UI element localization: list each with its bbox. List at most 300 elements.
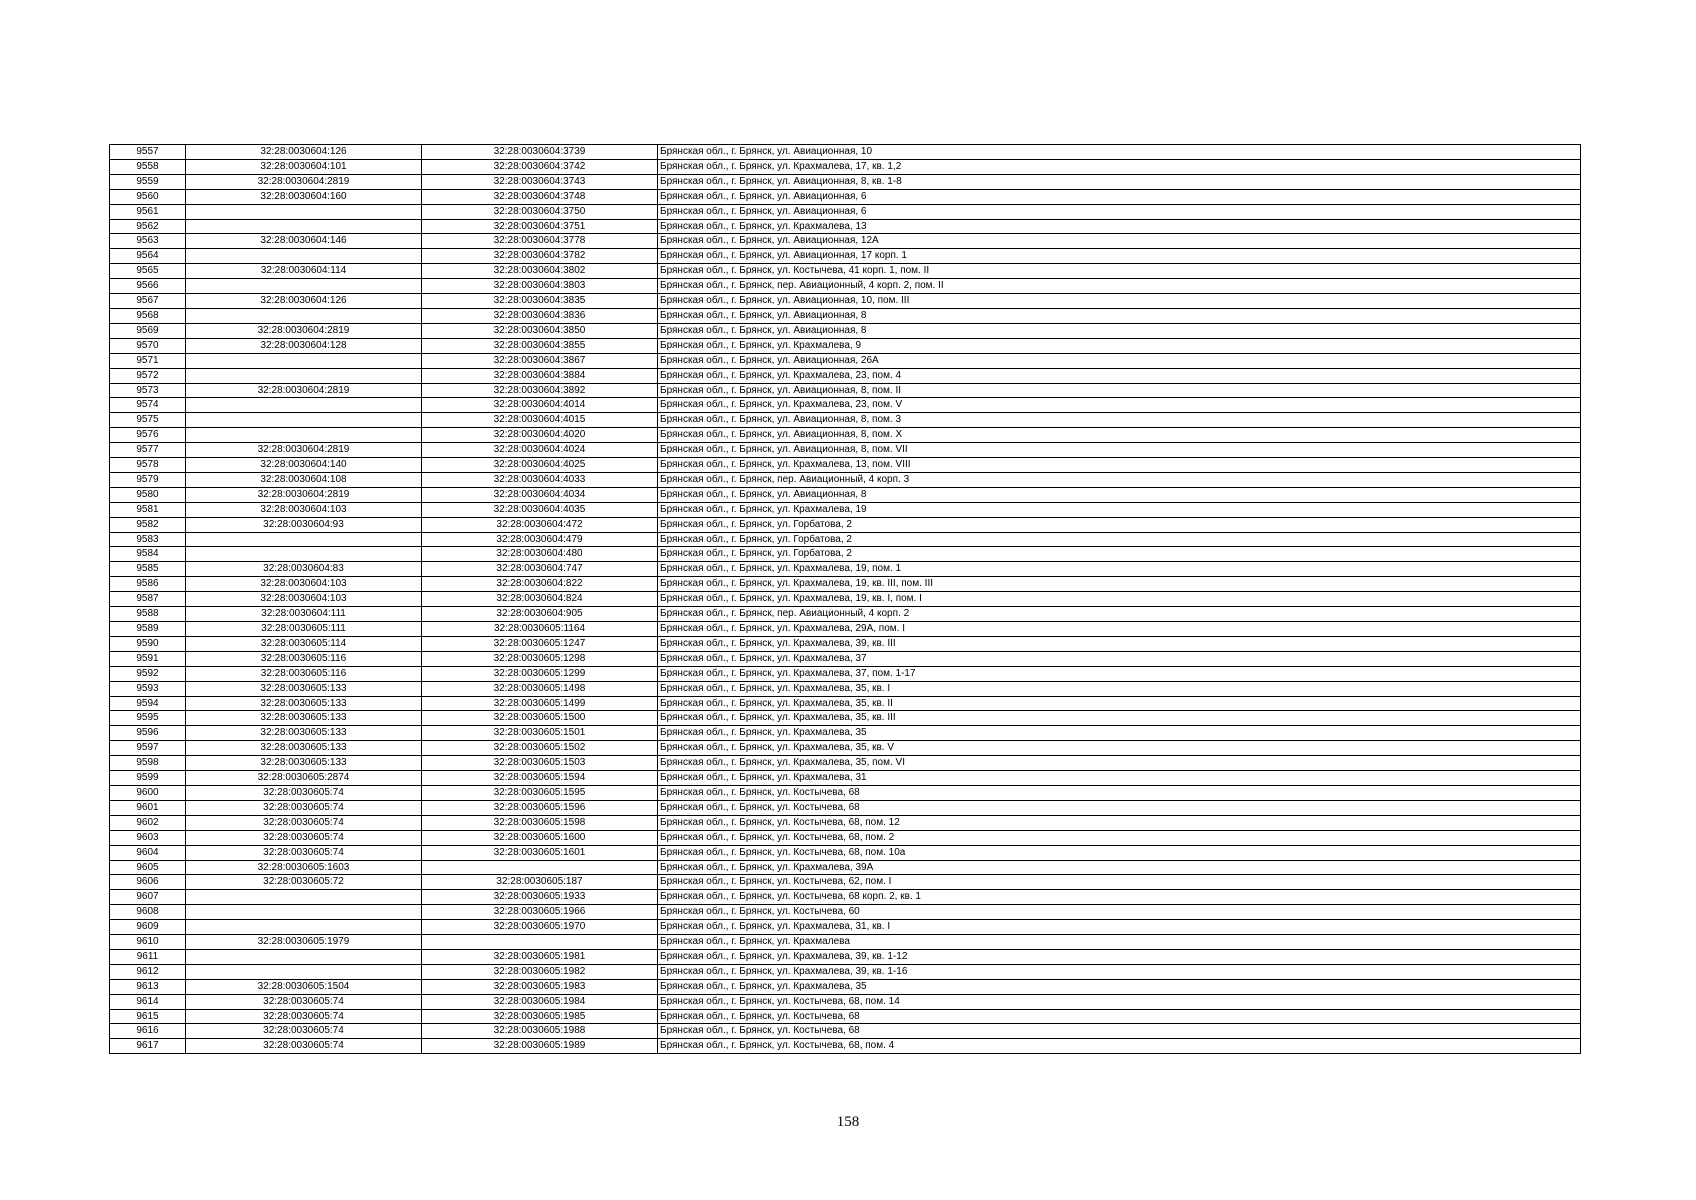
cadastral-number-cell: 32:28:0030605:1502	[422, 741, 658, 756]
address-cell: Брянская обл., г. Брянск, пер. Авиационный, 4 корп. 2, пом. II	[658, 279, 1581, 294]
row-number-cell: 9565	[110, 264, 186, 279]
address-cell: Брянская обл., г. Брянск, ул. Крахмалева, 35	[658, 979, 1581, 994]
address-cell: Брянская обл., г. Брянск, ул. Крахмалева, 13, пом. VIII	[658, 458, 1581, 473]
table-row	[110, 756, 1581, 771]
table-row	[110, 741, 1581, 756]
cadastral-number-cell: 32:28:0030605:1596	[422, 800, 658, 815]
cadastral-number-cell: 32:28:0030605:1983	[422, 979, 658, 994]
table-row	[110, 323, 1581, 338]
table-row	[110, 666, 1581, 681]
table-row	[110, 785, 1581, 800]
cadastral-number-cell: 32:28:0030604:4034	[422, 487, 658, 502]
table-row	[110, 517, 1581, 532]
address-cell: Брянская обл., г. Брянск, ул. Авиационная, 10	[658, 145, 1581, 160]
address-cell: Брянская обл., г. Брянск, ул. Авиационная, 6	[658, 204, 1581, 219]
parent-cadastral-number-cell	[186, 353, 422, 368]
cadastral-number-cell: 32:28:0030605:1499	[422, 696, 658, 711]
table-row	[110, 920, 1581, 935]
address-cell: Брянская обл., г. Брянск, ул. Авиационная, 26А	[658, 353, 1581, 368]
cadastral-number-cell: 32:28:0030604:4015	[422, 413, 658, 428]
address-cell: Брянская обл., г. Брянск, ул. Авиационная, 8, пом. X	[658, 428, 1581, 443]
cadastral-number-cell: 32:28:0030604:3836	[422, 308, 658, 323]
address-cell: Брянская обл., г. Брянск, ул. Крахмалева, 35, кв. III	[658, 711, 1581, 726]
address-cell: Брянская обл., г. Брянск, ул. Крахмалева, 35, кв. V	[658, 741, 1581, 756]
row-number-cell: 9601	[110, 800, 186, 815]
row-number-cell: 9585	[110, 562, 186, 577]
cadastral-number-cell: 32:28:0030605:1298	[422, 651, 658, 666]
address-cell: Брянская обл., г. Брянск, ул. Костычева, 68, пом. 12	[658, 815, 1581, 830]
parent-cadastral-number-cell: 32:28:0030605:1504	[186, 979, 422, 994]
row-number-cell: 9600	[110, 785, 186, 800]
table-row	[110, 890, 1581, 905]
cadastral-number-cell: 32:28:0030604:3743	[422, 174, 658, 189]
address-cell: Брянская обл., г. Брянск, ул. Горбатова, 2	[658, 547, 1581, 562]
row-number-cell: 9575	[110, 413, 186, 428]
cadastral-number-cell: 32:28:0030605:1299	[422, 666, 658, 681]
row-number-cell: 9614	[110, 994, 186, 1009]
address-cell: Брянская обл., г. Брянск, ул. Авиационная, 6	[658, 189, 1581, 204]
parent-cadastral-number-cell: 32:28:0030605:111	[186, 622, 422, 637]
parent-cadastral-number-cell: 32:28:0030605:74	[186, 800, 422, 815]
registry-table-body	[110, 145, 1581, 1054]
parent-cadastral-number-cell: 32:28:0030605:133	[186, 741, 422, 756]
cadastral-number-cell: 32:28:0030605:1501	[422, 726, 658, 741]
row-number-cell: 9583	[110, 532, 186, 547]
row-number-cell: 9562	[110, 219, 186, 234]
row-number-cell: 9563	[110, 234, 186, 249]
table-row	[110, 875, 1581, 890]
address-cell: Брянская обл., г. Брянск, ул. Крахмалева, 37, пом. 1-17	[658, 666, 1581, 681]
cadastral-number-cell: 32:28:0030604:3850	[422, 323, 658, 338]
address-cell: Брянская обл., г. Брянск, ул. Авиационная, 10, пом. III	[658, 294, 1581, 309]
parent-cadastral-number-cell: 32:28:0030604:2819	[186, 443, 422, 458]
row-number-cell: 9571	[110, 353, 186, 368]
row-number-cell: 9577	[110, 443, 186, 458]
cadastral-number-cell: 32:28:0030605:1982	[422, 964, 658, 979]
address-cell: Брянская обл., г. Брянск, ул. Крахмалева, 39А	[658, 860, 1581, 875]
parent-cadastral-number-cell: 32:28:0030605:1979	[186, 935, 422, 950]
address-cell: Брянская обл., г. Брянск, ул. Костычева, 68 корп. 2, кв. 1	[658, 890, 1581, 905]
parent-cadastral-number-cell: 32:28:0030604:93	[186, 517, 422, 532]
table-row	[110, 249, 1581, 264]
row-number-cell: 9588	[110, 607, 186, 622]
address-cell: Брянская обл., г. Брянск, ул. Крахмалева, 35, кв. I	[658, 681, 1581, 696]
address-cell: Брянская обл., г. Брянск, ул. Крахмалева, 39, кв. III	[658, 636, 1581, 651]
address-cell: Брянская обл., г. Брянск, ул. Крахмалева, 23, пом. 4	[658, 368, 1581, 383]
cadastral-number-cell: 32:28:0030605:1600	[422, 830, 658, 845]
address-cell: Брянская обл., г. Брянск, ул. Крахмалева, 29А, пом. I	[658, 622, 1581, 637]
cadastral-number-cell: 32:28:0030605:1498	[422, 681, 658, 696]
table-row	[110, 636, 1581, 651]
cadastral-number-cell: 32:28:0030604:905	[422, 607, 658, 622]
cadastral-number-cell: 32:28:0030604:472	[422, 517, 658, 532]
cadastral-number-cell	[422, 860, 658, 875]
parent-cadastral-number-cell: 32:28:0030604:101	[186, 159, 422, 174]
address-cell: Брянская обл., г. Брянск, ул. Авиационная, 8	[658, 487, 1581, 502]
parent-cadastral-number-cell	[186, 949, 422, 964]
table-row	[110, 547, 1581, 562]
table-row	[110, 234, 1581, 249]
table-row	[110, 472, 1581, 487]
row-number-cell: 9604	[110, 845, 186, 860]
address-cell: Брянская обл., г. Брянск, ул. Крахмалева, 39, кв. 1-12	[658, 949, 1581, 964]
row-number-cell: 9606	[110, 875, 186, 890]
address-cell: Брянская обл., г. Брянск, ул. Костычева, 68	[658, 1024, 1581, 1039]
table-row	[110, 994, 1581, 1009]
parent-cadastral-number-cell	[186, 964, 422, 979]
table-row	[110, 845, 1581, 860]
parent-cadastral-number-cell: 32:28:0030605:133	[186, 726, 422, 741]
parent-cadastral-number-cell: 32:28:0030605:133	[186, 711, 422, 726]
parent-cadastral-number-cell: 32:28:0030605:72	[186, 875, 422, 890]
row-number-cell: 9617	[136, 1040, 159, 1052]
cadastral-number-cell: 32:28:0030605:1985	[422, 1009, 658, 1024]
address-cell: Брянская обл., г. Брянск, ул. Горбатова, 2	[658, 517, 1581, 532]
table-row	[110, 189, 1581, 204]
parent-cadastral-number-cell: 32:28:0030605:133	[186, 696, 422, 711]
address-cell: Брянская обл., г. Брянск, ул. Крахмалева, 19, пом. 1	[658, 562, 1581, 577]
row-number-cell: 9559	[110, 174, 186, 189]
table-row	[110, 726, 1581, 741]
parent-cadastral-number-cell	[186, 547, 422, 562]
cadastral-number-cell: 32:28:0030604:3802	[422, 264, 658, 279]
cadastral-number-cell: 32:28:0030604:4014	[422, 398, 658, 413]
table-row	[110, 949, 1581, 964]
row-number-cell: 9611	[110, 949, 186, 964]
address-cell: Брянская обл., г. Брянск, ул. Костычева, 68, пом. 10а	[658, 845, 1581, 860]
parent-cadastral-number-cell	[186, 308, 422, 323]
table-row	[110, 964, 1581, 979]
table-row	[110, 607, 1581, 622]
address-cell: Брянская обл., г. Брянск, ул. Авиационная, 8	[658, 308, 1581, 323]
parent-cadastral-number-cell: 32:28:0030604:140	[186, 458, 422, 473]
cadastral-number-cell: 32:28:0030604:3855	[422, 338, 658, 353]
cadastral-number-cell: 32:28:0030604:3835	[422, 294, 658, 309]
parent-cadastral-number-cell: 32:28:0030604:2819	[186, 174, 422, 189]
parent-cadastral-number-cell: 32:28:0030605:74	[186, 1009, 422, 1024]
address-cell: Брянская обл., г. Брянск, ул. Крахмалева, 35	[658, 726, 1581, 741]
cadastral-number-cell: 32:28:0030605:1988	[422, 1024, 658, 1039]
address-cell: Брянская обл., г. Брянск, ул. Костычева, 68, пом. 14	[658, 994, 1581, 1009]
row-number-cell: 9593	[110, 681, 186, 696]
table-row	[110, 1039, 1581, 1054]
cadastral-number-cell: 32:28:0030604:3884	[422, 368, 658, 383]
row-number-cell: 9574	[110, 398, 186, 413]
table-row	[110, 905, 1581, 920]
table-row	[110, 204, 1581, 219]
parent-cadastral-number-cell	[186, 428, 422, 443]
table-row	[110, 800, 1581, 815]
cadastral-number-cell: 32:28:0030604:4024	[422, 443, 658, 458]
parent-cadastral-number-cell: 32:28:0030605:74	[186, 1024, 422, 1039]
cadastral-number-cell: 32:28:0030604:3778	[422, 234, 658, 249]
parent-cadastral-number-cell	[186, 398, 422, 413]
table-row	[110, 830, 1581, 845]
parent-cadastral-number-cell: 32:28:0030604:2819	[186, 323, 422, 338]
cadastral-number-cell: 32:28:0030605:1989	[422, 1039, 658, 1054]
address-cell: Брянская обл., г. Брянск, ул. Костычева, 62, пом. I	[658, 875, 1581, 890]
cadastral-number-cell: 32:28:0030605:1164	[422, 622, 658, 637]
row-number-cell: 9564	[110, 249, 186, 264]
row-number-cell: 9613	[110, 979, 186, 994]
row-number-cell: 9605	[110, 860, 186, 875]
cadastral-number-cell: 32:28:0030605:1966	[422, 905, 658, 920]
address-cell: Брянская обл., г. Брянск, ул. Крахмалева, 31, кв. I	[658, 920, 1581, 935]
table-row	[110, 458, 1581, 473]
parent-cadastral-number-cell	[186, 249, 422, 264]
parent-cadastral-number-cell: 32:28:0030605:133	[186, 756, 422, 771]
table-row	[110, 279, 1581, 294]
table-row	[110, 771, 1581, 786]
cadastral-number-cell: 32:28:0030605:1933	[422, 890, 658, 905]
cadastral-number-cell: 32:28:0030604:3867	[422, 353, 658, 368]
address-cell: Брянская обл., г. Брянск, ул. Авиационная, 8, кв. 1-8	[658, 174, 1581, 189]
table-row	[110, 860, 1581, 875]
row-number-cell: 9572	[110, 368, 186, 383]
row-number-cell: 9607	[110, 890, 186, 905]
address-cell: Брянская обл., г. Брянск, ул. Авиационная, 8, пом. 3	[658, 413, 1581, 428]
cadastral-number-cell: 32:28:0030604:3739	[422, 145, 658, 160]
table-row	[110, 532, 1581, 547]
row-number-cell: 9587	[110, 592, 186, 607]
address-cell: Брянская обл., г. Брянск, ул. Горбатова, 2	[658, 532, 1581, 547]
cadastral-number-cell: 32:28:0030605:1984	[422, 994, 658, 1009]
row-number-cell: 9608	[110, 905, 186, 920]
cadastral-number-cell: 32:28:0030604:822	[422, 577, 658, 592]
parent-cadastral-number-cell: 32:28:0030604:103	[186, 502, 422, 517]
parent-cadastral-number-cell: 32:28:0030604:160	[186, 189, 422, 204]
parent-cadastral-number-cell: 32:28:0030605:74	[186, 994, 422, 1009]
cadastral-number-cell: 32:28:0030604:479	[422, 532, 658, 547]
row-number-cell: 9615	[110, 1009, 186, 1024]
parent-cadastral-number-cell: 32:28:0030604:2819	[186, 487, 422, 502]
table-row	[110, 815, 1581, 830]
parent-cadastral-number-cell: 32:28:0030605:74	[186, 785, 422, 800]
address-cell: Брянская обл., г. Брянск, ул. Костычева, 68	[658, 785, 1581, 800]
table-row	[110, 1009, 1581, 1024]
table-row	[110, 383, 1581, 398]
parent-cadastral-number-cell: 32:28:0030605:114	[186, 636, 422, 651]
address-cell: Брянская обл., г. Брянск, ул. Крахмалева, 19, кв. I, пом. I	[658, 592, 1581, 607]
cadastral-number-cell: 32:28:0030604:4025	[422, 458, 658, 473]
parent-cadastral-number-cell	[186, 219, 422, 234]
table-row	[110, 353, 1581, 368]
table-row	[110, 443, 1581, 458]
table-row	[110, 219, 1581, 234]
parent-cadastral-number-cell: 32:28:0030604:103	[186, 577, 422, 592]
parent-cadastral-number-cell: 32:28:0030605:74	[186, 830, 422, 845]
cadastral-number-cell	[422, 935, 658, 950]
address-cell: Брянская обл., г. Брянск, ул. Крахмалева, 37	[658, 651, 1581, 666]
cadastral-number-cell: 32:28:0030604:480	[422, 547, 658, 562]
parent-cadastral-number-cell: 32:28:0030604:128	[186, 338, 422, 353]
address-cell: Брянская обл., г. Брянск, ул. Авиационная, 8, пом. II	[658, 383, 1581, 398]
address-cell: Брянская обл., г. Брянск, ул. Крахмалева, 17, кв. 1,2	[658, 159, 1581, 174]
parent-cadastral-number-cell: 32:28:0030604:108	[186, 472, 422, 487]
address-cell: Брянская обл., г. Брянск, ул. Костычева, 68	[658, 1009, 1581, 1024]
address-cell: Брянская обл., г. Брянск, ул. Крахмалева, 31	[658, 771, 1581, 786]
cadastral-number-cell: 32:28:0030604:3750	[422, 204, 658, 219]
row-number-cell: 9579	[110, 472, 186, 487]
row-number-cell: 9558	[110, 159, 186, 174]
table-row	[110, 651, 1581, 666]
parent-cadastral-number-cell	[186, 532, 422, 547]
row-number-cell: 9599	[110, 771, 186, 786]
row-number-cell: 9597	[110, 741, 186, 756]
address-cell: Брянская обл., г. Брянск, ул. Крахмалева, 19	[658, 502, 1581, 517]
parent-cadastral-number-cell: 32:28:0030605:116	[186, 666, 422, 681]
parent-cadastral-number-cell	[186, 905, 422, 920]
address-cell: Брянская обл., г. Брянск, ул. Костычева, 41 корп. 1, пом. II	[658, 264, 1581, 279]
table-row	[110, 1024, 1581, 1039]
address-cell: Брянская обл., г. Брянск, пер. Авиационный, 4 корп. 3	[658, 472, 1581, 487]
address-cell: Брянская обл., г. Брянск, ул. Крахмалева, 13	[658, 219, 1581, 234]
address-cell: Брянская обл., г. Брянск, ул. Авиационная, 17 корп. 1	[658, 249, 1581, 264]
cadastral-number-cell: 32:28:0030604:4020	[422, 428, 658, 443]
cadastral-number-cell: 32:28:0030605:1970	[422, 920, 658, 935]
parent-cadastral-number-cell: 32:28:0030605:74	[186, 815, 422, 830]
cadastral-number-cell: 32:28:0030605:1594	[422, 771, 658, 786]
parent-cadastral-number-cell	[186, 368, 422, 383]
row-number-cell: 9584	[110, 547, 186, 562]
address-cell: Брянская обл., г. Брянск, ул. Крахмалева, 9	[658, 338, 1581, 353]
address-cell: Брянская обл., г. Брянск, ул. Крахмалева, 23, пом. V	[658, 398, 1581, 413]
address-cell: Брянская обл., г. Брянск, ул. Крахмалева, 39, кв. 1-16	[658, 964, 1581, 979]
row-number-cell: 9602	[110, 815, 186, 830]
table-row	[110, 577, 1581, 592]
row-number-cell: 9557	[110, 145, 186, 160]
table-row	[110, 174, 1581, 189]
address-cell: Брянская обл., г. Брянск, ул. Крахмалева, 35, кв. II	[658, 696, 1581, 711]
cadastral-number-cell: 32:28:0030604:3782	[422, 249, 658, 264]
address-cell: Брянская обл., г. Брянск, ул. Костычева, 68	[658, 800, 1581, 815]
address-cell: Брянская обл., г. Брянск, ул. Костычева, 68, пом. 2	[658, 830, 1581, 845]
parent-cadastral-number-cell	[186, 920, 422, 935]
table-row	[110, 696, 1581, 711]
parent-cadastral-number-cell: 32:28:0030605:2874	[186, 771, 422, 786]
address-cell: Брянская обл., г. Брянск, ул. Авиационная, 12А	[658, 234, 1581, 249]
cadastral-number-cell: 32:28:0030604:4033	[422, 472, 658, 487]
table-row	[110, 428, 1581, 443]
table-row	[110, 711, 1581, 726]
address-cell: Брянская обл., г. Брянск, ул. Костычева, 68, пом. 4	[658, 1039, 1581, 1054]
parent-cadastral-number-cell	[186, 413, 422, 428]
property-registry-table	[109, 144, 1581, 1054]
cadastral-number-cell: 32:28:0030604:3751	[422, 219, 658, 234]
row-number-cell: 9594	[110, 696, 186, 711]
row-number-cell: 9603	[110, 830, 186, 845]
table-row	[110, 308, 1581, 323]
cadastral-number-cell: 32:28:0030605:1601	[422, 845, 658, 860]
row-number-cell: 9566	[110, 279, 186, 294]
row-number-cell: 9589	[110, 622, 186, 637]
row-number-cell: 9586	[110, 577, 186, 592]
row-number-cell: 9561	[110, 204, 186, 219]
row-number-cell: 9612	[110, 964, 186, 979]
table-row	[110, 487, 1581, 502]
parent-cadastral-number-cell: 32:28:0030604:103	[186, 592, 422, 607]
table-row	[110, 368, 1581, 383]
row-number-cell: 9596	[110, 726, 186, 741]
cadastral-number-cell: 32:28:0030604:3803	[422, 279, 658, 294]
row-number-cell: 9560	[110, 189, 186, 204]
parent-cadastral-number-cell: 32:28:0030604:83	[186, 562, 422, 577]
table-row	[110, 398, 1581, 413]
cadastral-number-cell: 32:28:0030604:3748	[422, 189, 658, 204]
row-number-cell: 9595	[110, 711, 186, 726]
table-row	[110, 681, 1581, 696]
parent-cadastral-number-cell: 32:28:0030605:133	[186, 681, 422, 696]
table-row	[110, 264, 1581, 279]
row-number-cell: 9616	[110, 1024, 186, 1039]
row-number-cell: 9591	[110, 651, 186, 666]
row-number-cell: 9578	[110, 458, 186, 473]
parent-cadastral-number-cell: 32:28:0030604:114	[186, 264, 422, 279]
row-number-cell: 9573	[110, 383, 186, 398]
parent-cadastral-number-cell: 32:28:0030605:74	[186, 1039, 422, 1054]
parent-cadastral-number-cell: 32:28:0030604:126	[186, 145, 422, 160]
cadastral-number-cell: 32:28:0030605:1981	[422, 949, 658, 964]
table-row	[110, 592, 1581, 607]
cadastral-number-cell: 32:28:0030605:1247	[422, 636, 658, 651]
cadastral-number-cell: 32:28:0030604:747	[422, 562, 658, 577]
row-number-cell: 9592	[110, 666, 186, 681]
table-row	[110, 622, 1581, 637]
row-number-cell: 9610	[110, 935, 186, 950]
table-row	[110, 979, 1581, 994]
address-cell: Брянская обл., г. Брянск, ул. Крахмалева, 35, пом. VI	[658, 756, 1581, 771]
parent-cadastral-number-cell	[186, 890, 422, 905]
row-number-cell: 9582	[110, 517, 186, 532]
parent-cadastral-number-cell	[186, 279, 422, 294]
row-number-cell: 9598	[110, 756, 186, 771]
cadastral-number-cell: 32:28:0030605:187	[422, 875, 658, 890]
cadastral-number-cell: 32:28:0030605:1598	[422, 815, 658, 830]
parent-cadastral-number-cell: 32:28:0030604:126	[186, 294, 422, 309]
row-number-cell: 9576	[110, 428, 186, 443]
row-number-cell: 9570	[110, 338, 186, 353]
cadastral-number-cell: 32:28:0030605:1595	[422, 785, 658, 800]
address-cell: Брянская обл., г. Брянск, ул. Костычева, 60	[658, 905, 1581, 920]
table-row	[110, 562, 1581, 577]
table-row	[110, 935, 1581, 950]
parent-cadastral-number-cell: 32:28:0030604:111	[186, 607, 422, 622]
parent-cadastral-number-cell: 32:28:0030604:146	[186, 234, 422, 249]
parent-cadastral-number-cell: 32:28:0030605:116	[186, 651, 422, 666]
table-row	[110, 145, 1581, 160]
row-number-cell: 9567	[110, 294, 186, 309]
table-row	[110, 502, 1581, 517]
cadastral-number-cell: 32:28:0030604:824	[422, 592, 658, 607]
row-number-cell: 9609	[110, 920, 186, 935]
address-cell: Брянская обл., г. Брянск, ул. Авиационная, 8, пом. VII	[658, 443, 1581, 458]
cadastral-number-cell: 32:28:0030605:1503	[422, 756, 658, 771]
address-cell: Брянская обл., г. Брянск, ул. Авиационная, 8	[658, 323, 1581, 338]
parent-cadastral-number-cell: 32:28:0030604:2819	[186, 383, 422, 398]
table-row	[110, 159, 1581, 174]
address-cell: Брянская обл., г. Брянск, ул. Крахмалева	[658, 935, 1581, 950]
row-number-cell: 9580	[110, 487, 186, 502]
parent-cadastral-number-cell	[186, 204, 422, 219]
address-cell: Брянская обл., г. Брянск, ул. Крахмалева, 19, кв. III, пом. III	[658, 577, 1581, 592]
row-number-cell: 9581	[110, 502, 186, 517]
table-row	[110, 294, 1581, 309]
row-number-cell: 9569	[110, 323, 186, 338]
cadastral-number-cell: 32:28:0030604:3742	[422, 159, 658, 174]
cadastral-number-cell: 32:28:0030605:1500	[422, 711, 658, 726]
table-row	[110, 338, 1581, 353]
row-number-cell: 9568	[110, 308, 186, 323]
